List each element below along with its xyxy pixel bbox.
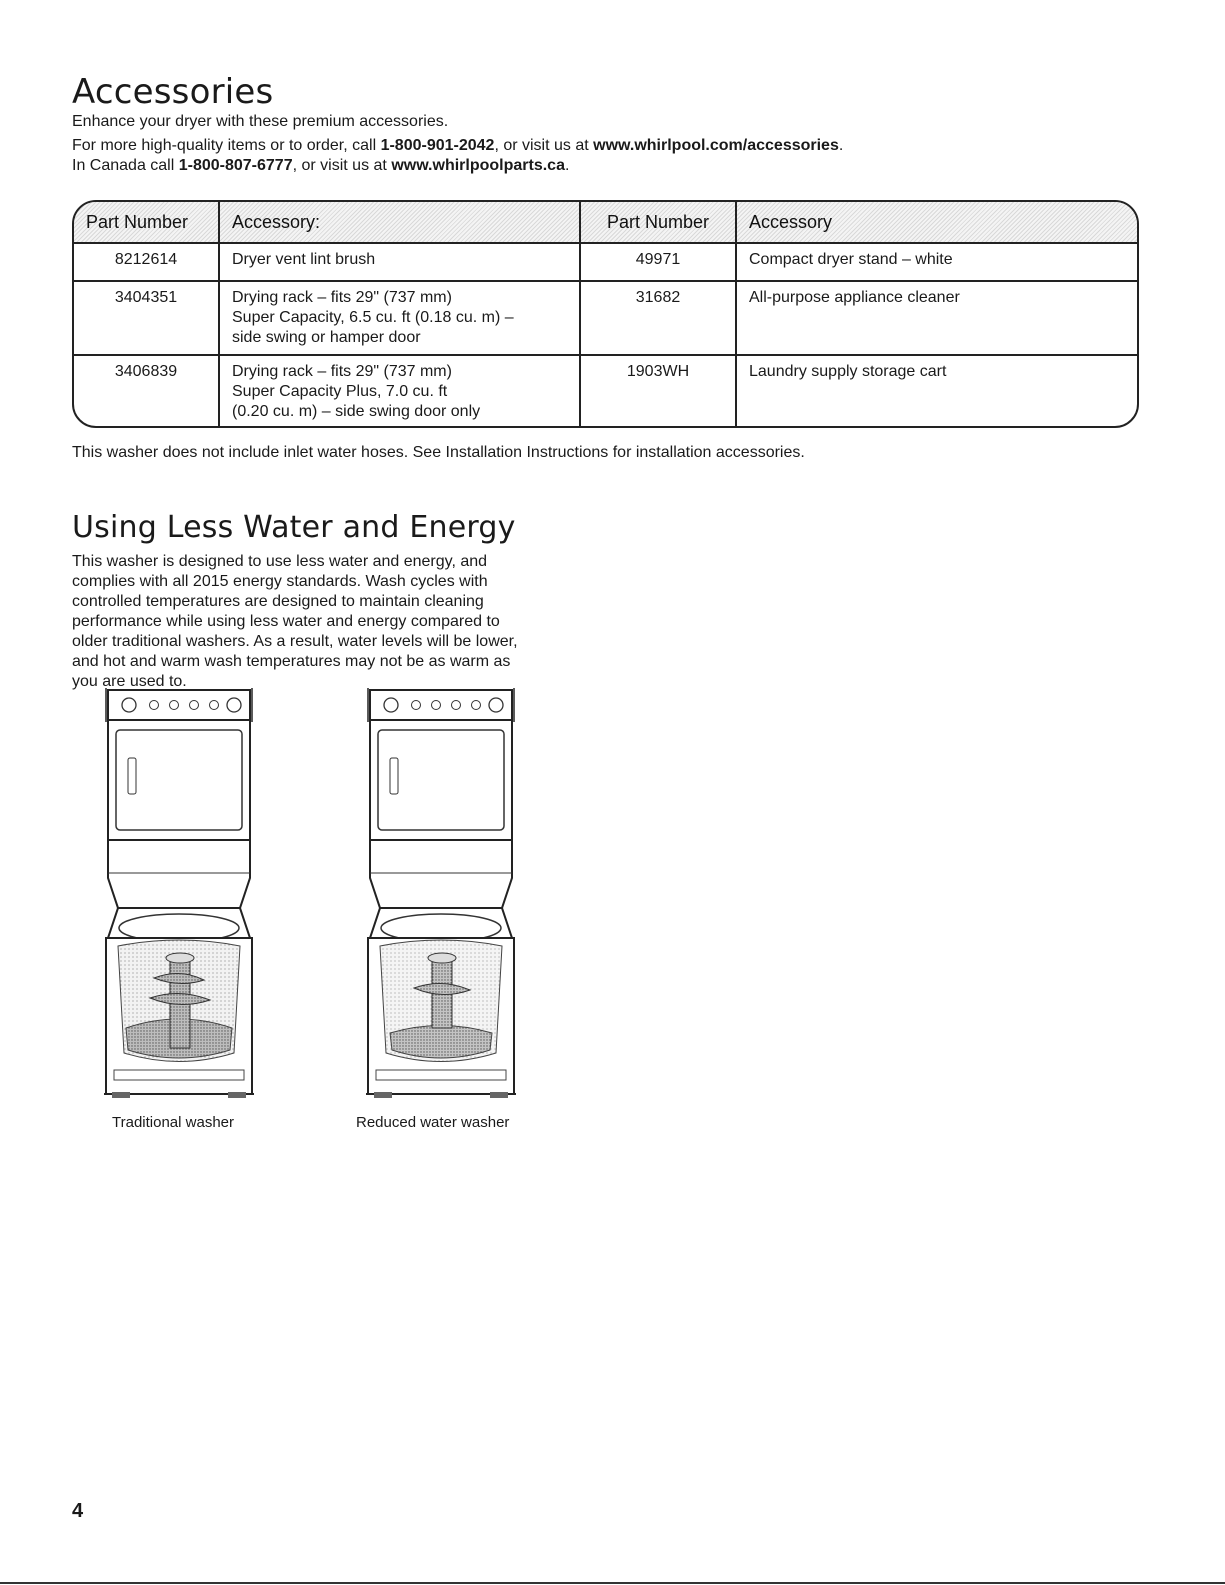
page-number: 4 <box>72 1500 84 1522</box>
reduced-water-washer-caption: Reduced water washer <box>356 1114 510 1131</box>
intro-line-3-text: In Canada call <box>72 157 179 174</box>
table-header-row <box>74 202 1137 243</box>
reduced-water-washer-drawing <box>366 688 536 1100</box>
paragraph-line: you are used to. <box>72 673 187 690</box>
inlet-hoses-note: This washer does not include inlet water hoses. See Installation Instructions for installation accessories. <box>72 444 805 461</box>
paragraph-line: complies with all 2015 energy standards. Wash cycles with <box>72 573 488 590</box>
accessory-cell <box>219 355 580 428</box>
intro-line-1: Enhance your dryer with these premium accessories. <box>72 113 449 130</box>
water-energy-heading: Using Less Water and Energy <box>72 510 516 545</box>
header-accessory-1: Accessory: <box>219 202 580 243</box>
accessories-table <box>72 200 1139 428</box>
accessory-line: (0.20 cu. m) – side swing door only <box>232 403 481 420</box>
part-number-cell: 3406839 <box>74 355 219 428</box>
intro-line-2-text: For more high-quality items or to order, call <box>72 137 381 154</box>
accessory-line: Drying rack – fits 29" (737 mm) <box>232 363 452 380</box>
paragraph-line: and hot and warm wash temperatures may not be as warm as <box>72 653 511 670</box>
intro-line-2-end: . <box>838 137 844 154</box>
us-accessories-url[interactable]: www.whirlpool.com/accessories <box>593 137 839 154</box>
intro-line-2 <box>72 136 843 156</box>
canada-phone-number: 1-800-807-6777 <box>178 157 293 174</box>
part-number-cell: 49971 <box>580 243 736 281</box>
paragraph-line: controlled temperatures are designed to maintain cleaning <box>72 593 484 610</box>
paragraph-line: performance while using less water and energy compared to <box>72 613 500 630</box>
table-row <box>74 281 1137 355</box>
accessories-heading: Accessories <box>72 72 274 112</box>
part-number-cell: 3404351 <box>74 281 219 355</box>
accessory-cell: All-purpose appliance cleaner <box>736 281 1137 355</box>
header-part-number-1: Part Number <box>74 202 219 243</box>
accessory-cell: Dryer vent lint brush <box>219 243 580 281</box>
header-accessory-2: Accessory <box>736 202 1137 243</box>
paragraph-line: This washer is designed to use less water and energy, and <box>72 553 488 570</box>
accessory-line: side swing or hamper door <box>232 329 421 346</box>
bottom-divider <box>0 1582 1225 1584</box>
table-row <box>74 355 1137 428</box>
traditional-washer-illustration <box>104 688 274 1100</box>
part-number-cell: 8212614 <box>74 243 219 281</box>
intro-line-3-text-mid: , or visit us at <box>292 157 392 174</box>
traditional-washer-drawing <box>104 688 274 1100</box>
intro-line-3-end: . <box>564 157 570 174</box>
accessory-cell: Compact dryer stand – white <box>736 243 1137 281</box>
part-number-cell: 1903WH <box>580 355 736 428</box>
us-phone-number: 1-800-901-2042 <box>380 137 495 154</box>
accessories-intro <box>72 112 843 176</box>
intro-line-3 <box>72 156 843 176</box>
intro-line-2-text-mid: , or visit us at <box>494 137 594 154</box>
paragraph-line: older traditional washers. As a result, water levels will be lower, <box>72 633 518 650</box>
traditional-washer-caption: Traditional washer <box>112 1114 234 1131</box>
canada-parts-url[interactable]: www.whirlpoolparts.ca <box>391 157 565 174</box>
accessory-line: Drying rack – fits 29" (737 mm) <box>232 289 452 306</box>
header-part-number-2: Part Number <box>580 202 736 243</box>
table-row <box>74 243 1137 281</box>
part-number-cell: 31682 <box>580 281 736 355</box>
reduced-water-washer-illustration <box>366 688 536 1100</box>
water-energy-paragraph <box>72 552 582 692</box>
accessory-cell: Laundry supply storage cart <box>736 355 1137 428</box>
accessory-line: Super Capacity, 6.5 cu. ft (0.18 cu. m) – <box>232 309 514 326</box>
accessory-cell <box>219 281 580 355</box>
accessory-line: Super Capacity Plus, 7.0 cu. ft <box>232 383 448 400</box>
